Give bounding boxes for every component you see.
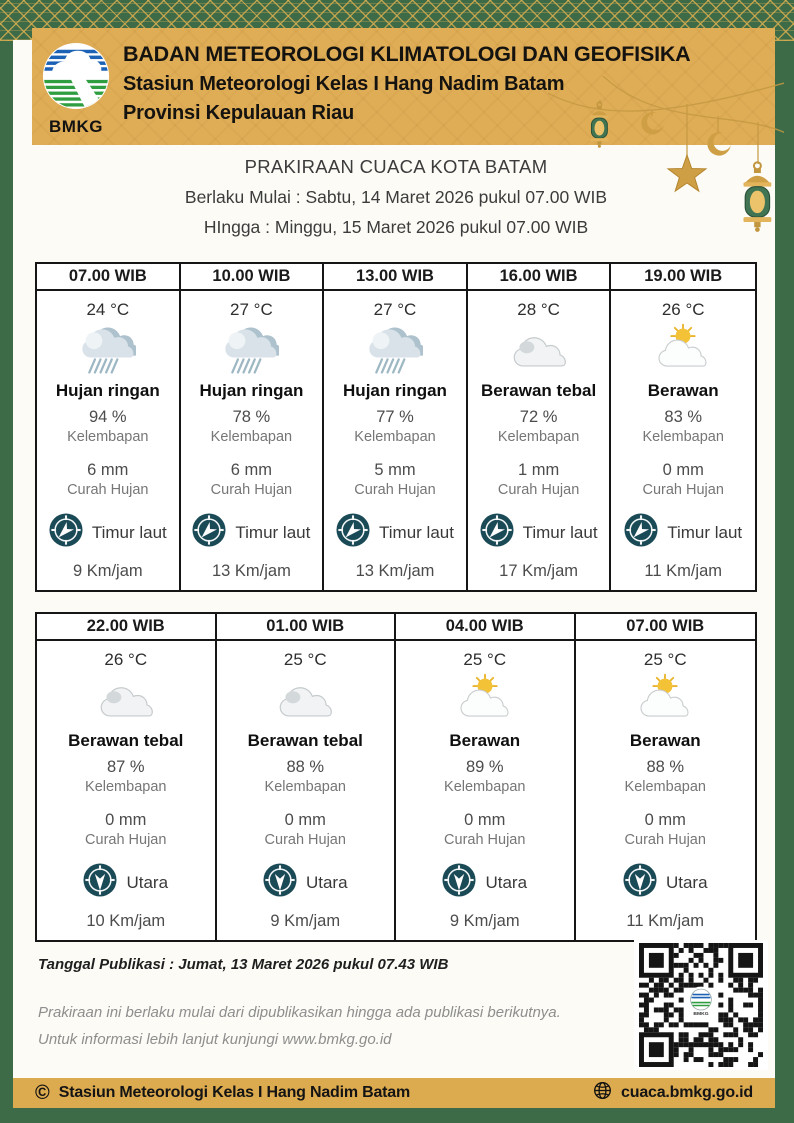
wind-speed: 13 Km/jam (211, 562, 291, 580)
forecast-time-header: 10.00 WIB (181, 264, 323, 291)
temperature-value: 27 °C (373, 300, 417, 319)
condition-label: Hujan ringan (199, 381, 304, 400)
disclaimer-line-1: Prakiraan ini berlaku mulai dari dipublikasikan hingga ada publikasi berikutnya. (38, 1004, 561, 1021)
province-name: Provinsi Kepulauan Riau (123, 101, 355, 124)
wind-speed: 9 Km/jam (72, 562, 143, 580)
forecast-card (37, 264, 181, 590)
bmkg-logo-label: BMKG (49, 117, 103, 136)
humidity-label: Kelembapan (444, 779, 526, 795)
rainfall-value: 1 mm (517, 461, 560, 479)
wind-row (83, 863, 168, 902)
forecast-card (217, 614, 397, 940)
rainfall-label: Curah Hujan (444, 832, 526, 848)
condition-label: Berawan (449, 731, 521, 750)
wind-direction: Utara (665, 872, 708, 892)
wind-row (442, 863, 527, 902)
condition-label: Berawan tebal (247, 731, 363, 750)
copyright-icon: © (35, 1082, 50, 1104)
wind-row (336, 513, 454, 552)
condition-label: Hujan ringan (55, 381, 160, 400)
lantern-icon (590, 102, 608, 148)
weather-icon-cloudy (511, 323, 567, 379)
wind-row (263, 863, 348, 902)
copyright-text: Stasiun Meteorologi Kelas I Hang Nadim Batam (58, 1084, 411, 1101)
wind-direction: Timur laut (522, 522, 598, 542)
humidity-label: Kelembapan (85, 779, 167, 795)
forecast-card (181, 264, 325, 590)
publication-date: Tanggal Publikasi : Jumat, 13 Maret 2026 pukul 07.43 WIB (38, 956, 449, 973)
rainfall-label: Curah Hujan (264, 832, 346, 848)
compass-icon (442, 863, 476, 902)
condition-label: Hujan ringan (343, 381, 447, 400)
wind-direction: Timur laut (235, 522, 311, 542)
forecast-time-header: 22.00 WIB (37, 614, 215, 641)
wind-direction: Timur laut (91, 522, 167, 542)
compass-icon (624, 513, 658, 552)
wind-speed: 11 Km/jam (626, 912, 705, 930)
forecast-card (611, 264, 755, 590)
compass-icon (49, 513, 83, 552)
weather-icon-rain (367, 323, 423, 379)
weather-icon-partly (637, 673, 693, 729)
wind-direction: Utara (305, 872, 348, 892)
valid-from-line: Berlaku Mulai : Sabtu, 14 Maret 2026 pukul 07.00 WIB (184, 187, 608, 207)
crescent-icon (707, 132, 730, 156)
forecast-card-body (611, 291, 755, 590)
forecast-time-header: 04.00 WIB (396, 614, 574, 641)
humidity-label: Kelembapan (264, 779, 346, 795)
forecast-card-body (468, 291, 610, 590)
weather-icon-rain (80, 323, 136, 379)
bottom-bar (13, 1078, 775, 1108)
rainfall-value: 0 mm (284, 811, 326, 829)
rainfall-label: Curah Hujan (210, 482, 293, 498)
wind-direction: Utara (485, 872, 528, 892)
temperature-value: 25 °C (283, 650, 327, 669)
rainfall-value: 0 mm (662, 461, 704, 479)
wind-row (192, 513, 310, 552)
rainfall-value: 5 mm (374, 461, 416, 479)
lantern-icon (743, 162, 771, 232)
copyright-block (35, 1083, 410, 1103)
wind-row (623, 863, 708, 902)
condition-label: Berawan tebal (68, 731, 184, 750)
forecast-card-body (324, 291, 466, 590)
forecast-card (324, 264, 468, 590)
wind-direction: Utara (126, 872, 169, 892)
forecast-table-row-1 (35, 262, 757, 592)
rainfall-value: 0 mm (464, 811, 506, 829)
forecast-time-header: 19.00 WIB (611, 264, 755, 291)
compass-icon (83, 863, 117, 902)
humidity-value: 77 % (376, 408, 414, 426)
rainfall-value: 0 mm (644, 811, 686, 829)
condition-label: Berawan tebal (480, 381, 597, 400)
forecast-card (576, 614, 756, 940)
humidity-label: Kelembapan (67, 429, 149, 445)
temperature-value: 25 °C (643, 650, 687, 669)
compass-icon (480, 513, 514, 552)
forecast-time-header: 16.00 WIB (468, 264, 610, 291)
humidity-value: 87 % (106, 758, 145, 776)
forecast-card-body (37, 641, 215, 940)
temperature-value: 24 °C (86, 300, 130, 319)
footer-notes (38, 956, 618, 1053)
weather-icon-cloudy (277, 673, 333, 729)
bmkg-logo (40, 41, 112, 137)
temperature-value: 28 °C (517, 300, 560, 319)
humidity-label: Kelembapan (210, 429, 293, 445)
station-name: Stasiun Meteorologi Kelas I Hang Nadim Batam (123, 72, 565, 95)
forecast-card-body (396, 641, 574, 940)
wind-speed: 17 Km/jam (499, 562, 579, 580)
wind-row (49, 513, 167, 552)
org-name: BADAN METEOROLOGI KLIMATOLOGI DAN GEOFISIKA (123, 42, 691, 66)
disclaimer-note (38, 999, 618, 1053)
wind-speed: 10 Km/jam (86, 912, 166, 930)
forecast-card-body (37, 291, 179, 590)
temperature-value: 26 °C (661, 300, 705, 319)
rainfall-label: Curah Hujan (67, 482, 149, 498)
rainfall-label: Curah Hujan (642, 482, 724, 498)
weather-icon-cloudy (98, 673, 154, 729)
forecast-card (468, 264, 612, 590)
compass-icon (336, 513, 370, 552)
forecast-card (396, 614, 576, 940)
wind-speed: 13 Km/jam (355, 562, 435, 580)
rainfall-label: Curah Hujan (497, 482, 580, 498)
compass-icon (192, 513, 226, 552)
page-title: PRAKIRAAN CUACA KOTA BATAM (244, 156, 548, 177)
humidity-value: 78 % (232, 408, 271, 426)
forecast-time-header: 07.00 WIB (576, 614, 756, 641)
humidity-label: Kelembapan (497, 429, 580, 445)
forecast-card-body (576, 641, 756, 940)
forecast-card-body (181, 291, 323, 590)
humidity-value: 94 % (88, 408, 127, 426)
humidity-value: 72 % (519, 408, 558, 426)
globe-icon (593, 1081, 612, 1105)
wind-row (624, 513, 742, 552)
condition-label: Berawan (629, 731, 701, 750)
weather-icon-partly (655, 323, 711, 379)
svg-text:BMKG: BMKG (693, 1011, 709, 1017)
qr-code (634, 940, 768, 1070)
humidity-label: Kelembapan (354, 429, 436, 445)
wind-row (480, 513, 598, 552)
forecast-card-body (217, 641, 395, 940)
humidity-value: 83 % (664, 408, 702, 426)
rainfall-label: Curah Hujan (85, 832, 167, 848)
weather-icon-rain (223, 323, 279, 379)
wind-speed: 9 Km/jam (449, 912, 520, 930)
wind-direction: Timur laut (667, 522, 743, 542)
wind-speed: 9 Km/jam (270, 912, 341, 930)
rainfall-value: 6 mm (230, 461, 273, 479)
forecast-table-row-2 (35, 612, 757, 942)
rainfall-value: 6 mm (87, 461, 129, 479)
forecast-time-header: 07.00 WIB (37, 264, 179, 291)
forecast-time-header: 13.00 WIB (324, 264, 466, 291)
compass-icon (263, 863, 297, 902)
temperature-value: 26 °C (104, 650, 148, 669)
rainfall-value: 0 mm (105, 811, 147, 829)
weather-icon-partly (457, 673, 513, 729)
rainfall-label: Curah Hujan (624, 832, 706, 848)
humidity-value: 89 % (465, 758, 504, 776)
humidity-value: 88 % (646, 758, 685, 776)
wind-direction: Timur laut (379, 522, 454, 542)
condition-label: Berawan (647, 381, 719, 400)
humidity-label: Kelembapan (624, 779, 706, 795)
compass-icon (623, 863, 657, 902)
temperature-value: 25 °C (463, 650, 507, 669)
star-icon (668, 155, 706, 191)
temperature-value: 27 °C (230, 300, 273, 319)
disclaimer-line-2: Untuk informasi lebih lanjut kunjungi www.bmkg.go.id (38, 1031, 392, 1048)
forecast-card (37, 614, 217, 940)
forecast-time-header: 01.00 WIB (217, 614, 395, 641)
website-block (593, 1081, 753, 1105)
humidity-label: Kelembapan (642, 429, 724, 445)
valid-to-line: HIngga : Minggu, 15 Maret 2026 pukul 07.00 WIB (203, 217, 589, 237)
humidity-value: 88 % (286, 758, 325, 776)
wind-speed: 11 Km/jam (644, 562, 723, 580)
bmkg-logo-icon (41, 98, 111, 115)
ramadan-decorations (548, 76, 784, 246)
website-url: cuaca.bmkg.go.id (621, 1084, 753, 1101)
rainfall-label: Curah Hujan (354, 482, 436, 498)
